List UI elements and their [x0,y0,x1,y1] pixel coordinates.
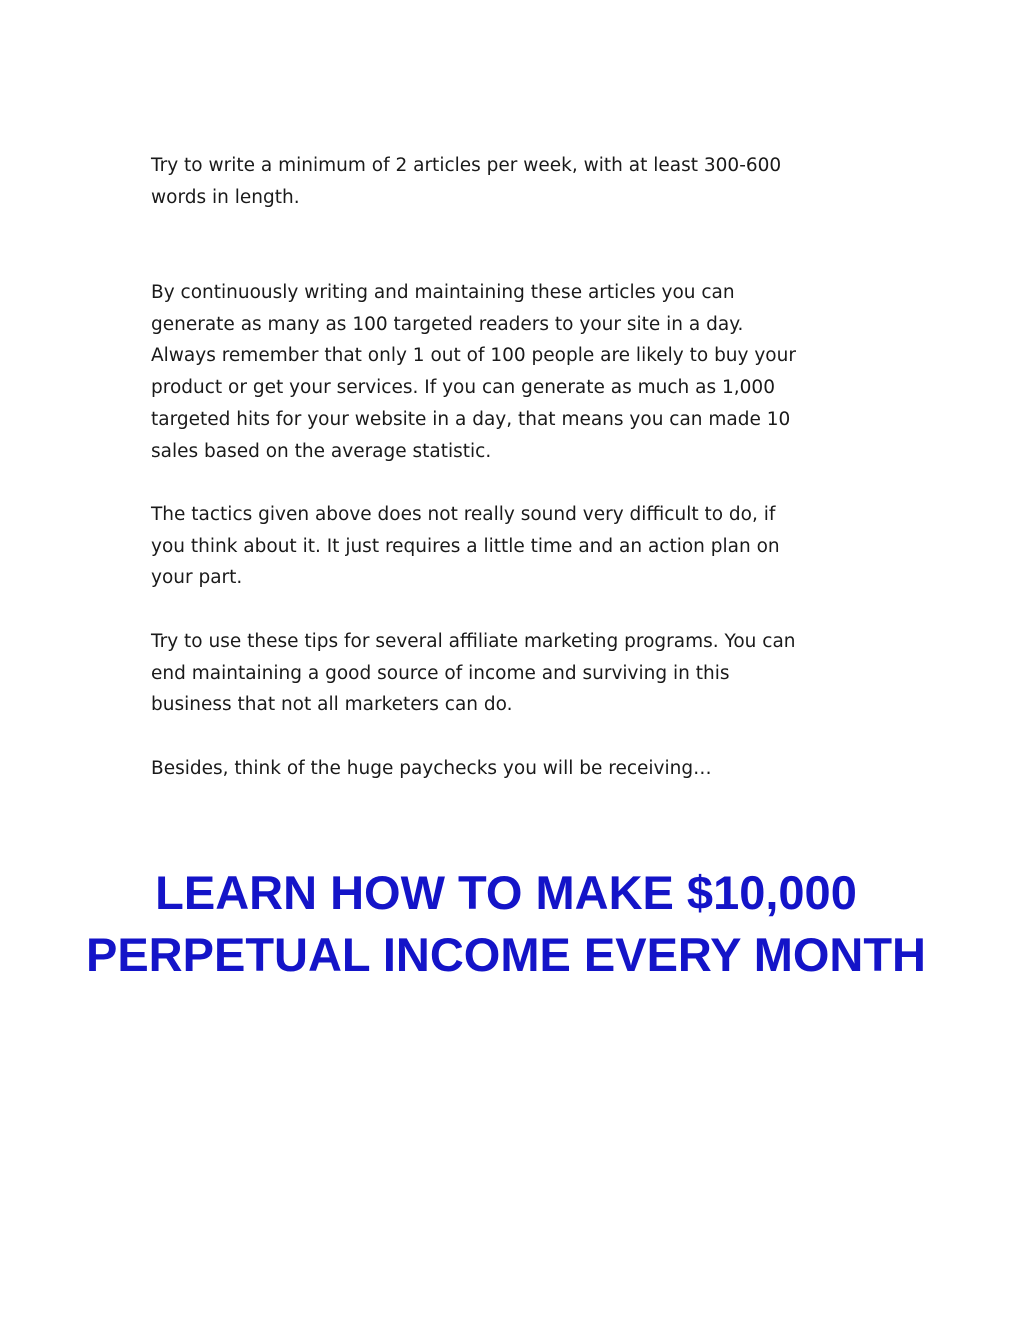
paragraph-affiliate-tips: Try to use these tips for several affiliate marketing programs. You can end maintaining a good source of income and surviving in this business that not all marketers can do. [151,631,796,716]
paragraph-article-frequency: Try to write a minimum of 2 articles per week, with at least 300-600 words in length. [151,155,782,208]
promo-headline: LEARN HOW TO MAKE $10,000 PERPETUAL INCOME EVERY MONTH [85,866,926,981]
paragraph-tactics: The tactics given above does not really sound very difficult to do, if you think about it. It just requires a little time and an action plan on your part. [151,504,780,589]
paragraph-targeted-readers: By continuously writing and maintaining these articles you can generate as many as 100 targeted readers to your site in a day. Always remember that only 1 out of 100 people are likely to buy your product or get your services. If you can generate as much as 1,000 targeted hits for your website in a day, that means you can made 10 sales based on the average statistic. [151,282,796,462]
paragraph-paychecks: Besides, think of the huge paychecks you will be receiving… [151,758,712,779]
